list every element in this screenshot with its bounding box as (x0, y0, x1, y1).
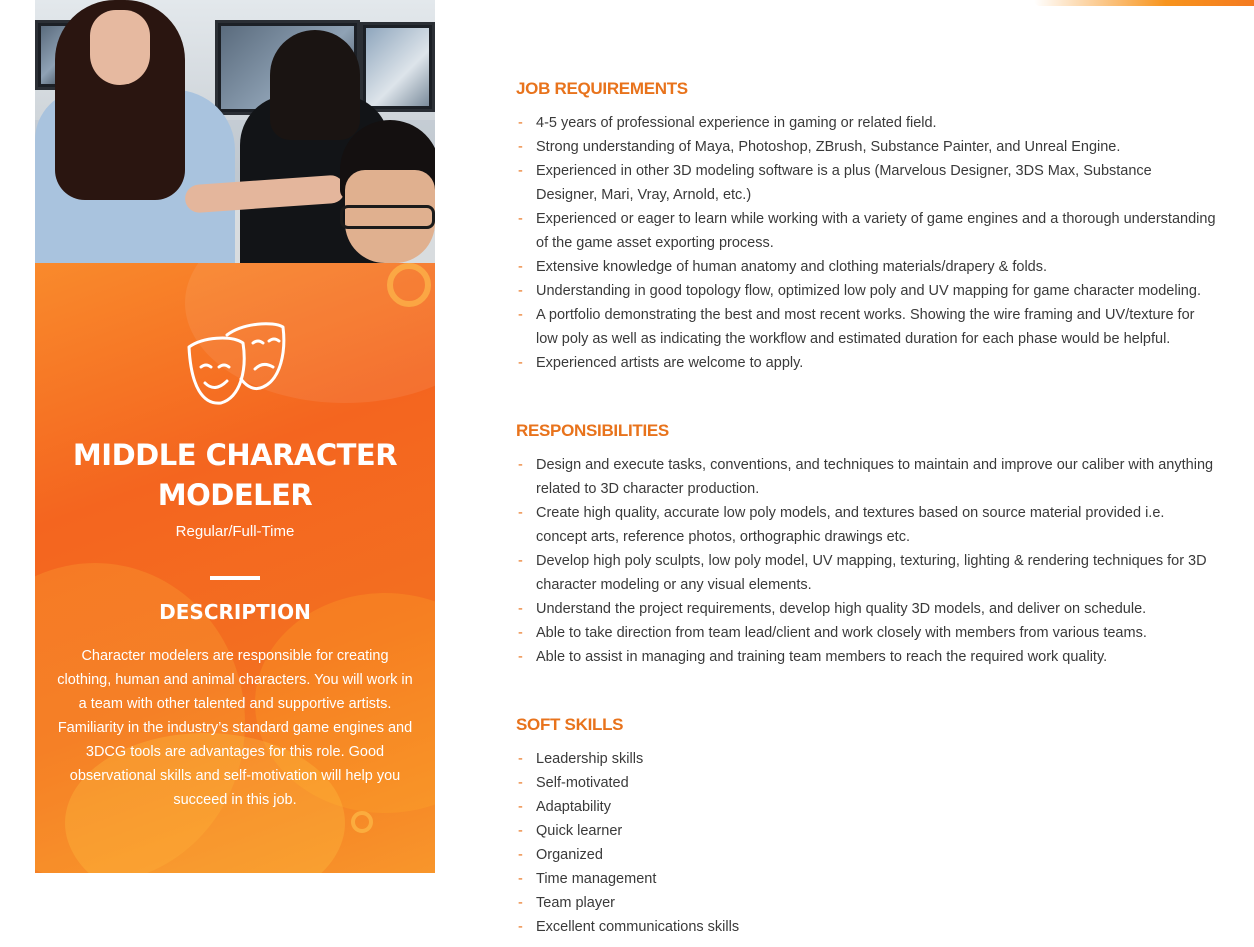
job-card (35, 0, 435, 873)
list-item-text: Organized (536, 847, 603, 863)
bullet-dash: - (518, 553, 523, 569)
list-item (516, 771, 1216, 795)
list-item-text: Able to take direction from team lead/client and work closely with members from various teams. (536, 625, 1147, 641)
list-item (516, 915, 1216, 939)
description-heading: DESCRIPTION (159, 600, 311, 624)
bullet-dash: - (518, 163, 523, 179)
list-item (516, 351, 1216, 375)
bullet-dash: - (518, 115, 523, 131)
decorative-ring (387, 263, 431, 307)
list-item-text: Understand the project requirements, develop high quality 3D models, and deliver on schedule. (536, 601, 1147, 617)
list-item (516, 597, 1216, 621)
list-item (516, 645, 1216, 669)
list-item-text: Experienced artists are welcome to apply. (536, 355, 804, 371)
list-item-text: Design and execute tasks, conventions, and techniques to maintain and improve our caliber with anything related to 3D character production. (536, 457, 1214, 497)
list-item-text: Create high quality, accurate low poly models, and textures based on source material provided i.e. concept arts, reference photos, orthographic drawings etc. (536, 505, 1165, 545)
bullet-dash: - (518, 259, 523, 275)
bullet-dash: - (518, 457, 523, 473)
list-item (516, 207, 1216, 255)
list-item (516, 255, 1216, 279)
list-item (516, 279, 1216, 303)
responsibilities-heading: RESPONSIBILITIES (516, 421, 669, 440)
list-item-text: Adaptability (536, 799, 611, 815)
list-item-text: Self-motivated (536, 775, 629, 791)
list-item (516, 819, 1216, 843)
bullet-dash: - (518, 601, 523, 617)
list-item (516, 549, 1216, 597)
list-item (516, 159, 1216, 207)
bullet-dash: - (518, 139, 523, 155)
bullet-dash: - (518, 355, 523, 371)
theater-masks-icon (185, 321, 287, 407)
list-item (516, 795, 1216, 819)
list-item-text: 4-5 years of professional experience in gaming or related field. (536, 115, 937, 131)
list-item-text: Team player (536, 895, 615, 911)
bullet-dash: - (518, 847, 523, 863)
job-type: Regular/Full-Time (175, 523, 295, 540)
office-photo (35, 0, 435, 263)
list-item (516, 891, 1216, 915)
list-item-text: Experienced in other 3D modeling software is a plus (Marvelous Designer, 3DS Max, Substance Designer, Mari, Vray, Arnold, etc.) (536, 163, 1152, 203)
list-item (516, 111, 1216, 135)
list-item-text: Strong understanding of Maya, Photoshop, ZBrush, Substance Painter, and Unreal Engine. (536, 139, 1121, 155)
description-text: Character modelers are responsible for creating clothing, human and animal characters. You will work in a team with other talented and supportive artists. Familiarity in the industry’s standard game engines and 3DCG tools are advantages for this role. Good observational skills and self-motivation will help you succeed in this job. (57, 648, 413, 808)
job-requirements-list (516, 111, 1216, 375)
list-item (516, 453, 1216, 501)
job-title-line1: MIDDLE CHARACTER (72, 438, 398, 472)
job-requirements-heading: JOB REQUIREMENTS (516, 79, 688, 98)
list-item-text: Develop high poly sculpts, low poly model, UV mapping, texturing, lighting & rendering techniques for 3D character modeling or any visual elements. (536, 553, 1207, 593)
list-item (516, 135, 1216, 159)
bullet-dash: - (518, 799, 523, 815)
list-item (516, 867, 1216, 891)
list-item (516, 303, 1216, 351)
bullet-dash: - (518, 211, 523, 227)
list-item (516, 501, 1216, 549)
job-title-line2: MODELER (157, 478, 313, 512)
top-right-swoosh (1034, 0, 1254, 6)
divider (210, 576, 260, 580)
list-item (516, 747, 1216, 771)
decorative-ring-small (351, 811, 373, 833)
bullet-dash: - (518, 307, 523, 323)
soft-skills-list (516, 747, 1216, 939)
list-item-text: Excellent communications skills (536, 919, 740, 935)
bullet-dash: - (518, 895, 523, 911)
list-item-text: Time management (536, 871, 657, 887)
list-item (516, 621, 1216, 645)
soft-skills-heading: SOFT SKILLS (516, 715, 624, 734)
bullet-dash: - (518, 775, 523, 791)
responsibilities-list (516, 453, 1216, 669)
bullet-dash: - (518, 283, 523, 299)
list-item-text: Experienced or eager to learn while working with a variety of game engines and a thorough understanding of the game asset exporting process. (536, 211, 1216, 251)
list-item-text: Quick learner (536, 823, 623, 839)
list-item-text: Able to assist in managing and training team members to reach the required work quality. (536, 649, 1108, 665)
list-item-text: Extensive knowledge of human anatomy and clothing materials/drapery & folds. (536, 259, 1048, 275)
list-item (516, 843, 1216, 867)
bullet-dash: - (518, 505, 523, 521)
bullet-dash: - (518, 649, 523, 665)
bullet-dash: - (518, 871, 523, 887)
list-item-text: Leadership skills (536, 751, 644, 767)
job-summary-panel (35, 263, 435, 873)
list-item-text: Understanding in good topology flow, optimized low poly and UV mapping for game character modeling. (536, 283, 1201, 299)
job-title (35, 435, 435, 515)
list-item-text: A portfolio demonstrating the best and most recent works. Showing the wire framing and UV/texture for low poly as well as indicating the workflow and estimated duration for each phase would be helpful. (536, 307, 1195, 347)
bullet-dash: - (518, 919, 523, 935)
bullet-dash: - (518, 625, 523, 641)
bullet-dash: - (518, 823, 523, 839)
bullet-dash: - (518, 751, 523, 767)
